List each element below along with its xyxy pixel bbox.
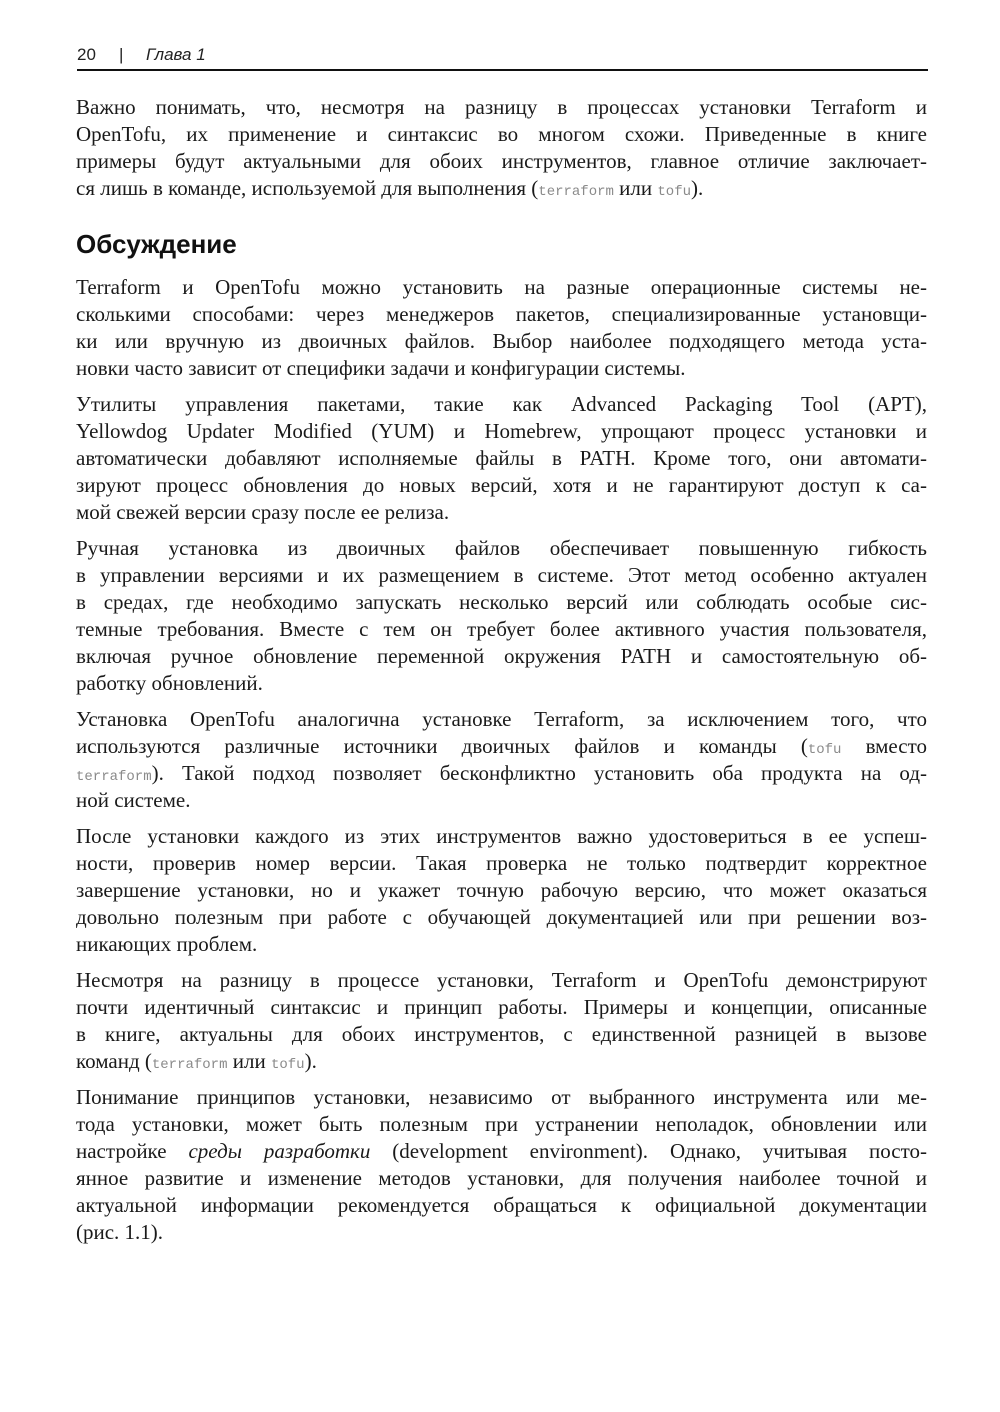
text-run: Понимание принципов установки, независимо от выбранного инструмента или ме- bbox=[76, 1085, 927, 1109]
inline-code: terraform bbox=[76, 769, 152, 785]
text-run: в книге, актуальны для обоих инструментов, с единственной разницей в вызове bbox=[76, 1022, 927, 1046]
inline-code: tofu bbox=[657, 184, 691, 200]
text-run: Утилиты управления пакетами, такие как Advanced Packaging Tool (APT), bbox=[76, 392, 927, 416]
text-line bbox=[76, 967, 927, 994]
page-body bbox=[76, 94, 927, 1255]
italic-term: среды разработки bbox=[188, 1139, 371, 1163]
text-run: или bbox=[227, 1049, 271, 1073]
text-line bbox=[76, 1165, 927, 1192]
text-run: актуальной информации рекомендуется обращаться к официальной документации bbox=[76, 1193, 927, 1217]
inline-code: terraform bbox=[538, 184, 614, 200]
text-line bbox=[76, 1021, 927, 1048]
text-run: ности, проверив номер версии. Такая проверка не только подтвердит корректное bbox=[76, 851, 927, 875]
paragraph bbox=[76, 535, 927, 697]
text-run: ). Такой подход позволяет бесконфликтно установить оба продукта на од- bbox=[151, 761, 927, 785]
intro-paragraph bbox=[76, 94, 927, 202]
paragraph bbox=[76, 1084, 927, 1246]
text-run: зируют процесс обновления до новых версий, хотя и не гарантируют доступ к са- bbox=[76, 473, 927, 497]
text-line bbox=[76, 706, 927, 733]
text-line bbox=[76, 562, 927, 589]
paragraph bbox=[76, 274, 927, 382]
text-line bbox=[76, 1084, 927, 1111]
text-run: в управлении версиями и их размещением в системе. Этот метод особенно актуален bbox=[76, 563, 927, 587]
text-line bbox=[76, 535, 927, 562]
text-run: завершение установки, но и укажет точную рабочую версию, что может оказаться bbox=[76, 878, 927, 902]
text-line bbox=[76, 1219, 927, 1246]
text-run: ки или вручную из двоичных файлов. Выбор наиболее подходящего метода уста- bbox=[76, 329, 927, 353]
text-run: ся лишь в команде, используемой для выполнения ( bbox=[76, 176, 539, 200]
text-line bbox=[76, 643, 927, 670]
text-run: вместо bbox=[841, 734, 927, 758]
text-run: используются различные источники двоичных файлов и команды ( bbox=[76, 734, 808, 758]
text-run: Ручная установка из двоичных файлов обеспечивает повышенную гибкость bbox=[76, 536, 927, 560]
page-number: 20 bbox=[77, 45, 96, 64]
text-line bbox=[76, 301, 927, 328]
text-line bbox=[76, 994, 927, 1021]
inline-code: terraform bbox=[151, 1057, 228, 1073]
text-line bbox=[76, 418, 927, 445]
text-run: ). bbox=[691, 176, 704, 200]
text-line bbox=[76, 175, 927, 202]
text-run: Установка OpenTofu аналогична установке Terraform, за исключением того, что bbox=[76, 707, 927, 731]
text-run: включая ручное обновление переменной окружения PATH и самостоятельную об- bbox=[76, 644, 927, 668]
text-run: почти идентичный синтаксис и принцип работы. Примеры и концепции, описанные bbox=[76, 995, 927, 1019]
text-run: Terraform и OpenTofu можно установить на разные операционные системы не- bbox=[76, 275, 927, 299]
text-line bbox=[76, 589, 927, 616]
text-line bbox=[76, 1138, 927, 1165]
text-line bbox=[76, 1192, 927, 1219]
text-line bbox=[76, 472, 927, 499]
text-run: тода установки, может быть полезным при устранении неполадок, обновлении или bbox=[76, 1112, 927, 1136]
paragraph bbox=[76, 823, 927, 958]
text-line bbox=[76, 877, 927, 904]
text-run: (рис. 1.1). bbox=[76, 1220, 164, 1244]
text-run: работку обновлений. bbox=[76, 671, 263, 695]
text-line bbox=[76, 94, 927, 121]
text-run: или bbox=[613, 176, 658, 200]
text-run: ). bbox=[304, 1049, 317, 1073]
text-line bbox=[76, 391, 927, 418]
text-line bbox=[76, 328, 927, 355]
text-run: Несмотря на разницу в процессе установки, Terraform и OpenTofu демонстрируют bbox=[76, 968, 927, 992]
text-line bbox=[76, 760, 927, 787]
text-run: настройке bbox=[76, 1139, 189, 1163]
text-run: темные требования. Вместе с тем он требует более активного участия пользователя, bbox=[76, 617, 927, 641]
paragraph bbox=[76, 391, 927, 526]
section-body bbox=[76, 274, 927, 1246]
text-line bbox=[76, 823, 927, 850]
text-line bbox=[76, 445, 927, 472]
text-run: автоматически добавляют исполняемые файлы в PATH. Кроме того, они автомати- bbox=[76, 446, 927, 470]
text-run: Yellowdog Updater Modified (YUM) и Homebrew, упрощают процесс установки и bbox=[76, 419, 927, 443]
text-line bbox=[76, 850, 927, 877]
paragraph bbox=[76, 967, 927, 1075]
text-line bbox=[76, 1111, 927, 1138]
text-run: примеры будут актуальными для обоих инструментов, главное отличие заключает- bbox=[76, 149, 927, 173]
inline-code: tofu bbox=[270, 1057, 305, 1073]
text-line bbox=[76, 670, 927, 697]
inline-code: tofu bbox=[807, 742, 842, 758]
running-header bbox=[77, 45, 928, 71]
text-line bbox=[76, 499, 927, 526]
text-run: янное развитие и изменение методов установки, для получения наиболее точной и bbox=[76, 1166, 927, 1190]
text-line bbox=[76, 274, 927, 301]
text-run: ной системе. bbox=[76, 788, 191, 812]
text-run: команд ( bbox=[76, 1049, 152, 1073]
text-run: мой свежей версии сразу после ее релиза. bbox=[76, 500, 450, 524]
text-run: сколькими способами: через менеджеров пакетов, специализированные установщи- bbox=[76, 302, 927, 326]
text-run: довольно полезным при работе с обучающей документацией или при решении воз- bbox=[76, 905, 927, 929]
text-run: никающих проблем. bbox=[76, 932, 258, 956]
text-line bbox=[76, 904, 927, 931]
section-heading: Обсуждение bbox=[76, 229, 237, 259]
text-line bbox=[76, 787, 927, 814]
text-run: в средах, где необходимо запускать несколько версий или соблюдать особые сис- bbox=[76, 590, 927, 614]
text-line bbox=[76, 121, 927, 148]
text-line bbox=[76, 733, 927, 760]
chapter-title: Глава 1 bbox=[146, 45, 206, 64]
text-line bbox=[76, 1048, 927, 1075]
text-run: (development environment). Однако, учитывая посто- bbox=[370, 1139, 927, 1163]
text-run: Важно понимать, что, несмотря на разницу в процессах установки Terraform и bbox=[76, 95, 927, 119]
text-line bbox=[76, 931, 927, 958]
header-separator: | bbox=[119, 45, 124, 64]
text-run: OpenTofu, их применение и синтаксис во многом схожи. Приведенные в книге bbox=[76, 122, 927, 146]
text-run: После установки каждого из этих инструментов важно удостовериться в ее успеш- bbox=[76, 824, 927, 848]
text-line bbox=[76, 148, 927, 175]
text-line bbox=[76, 616, 927, 643]
paragraph bbox=[76, 706, 927, 814]
text-run: новки часто зависит от специфики задачи и конфигурации системы. bbox=[76, 356, 686, 380]
text-line bbox=[76, 355, 927, 382]
